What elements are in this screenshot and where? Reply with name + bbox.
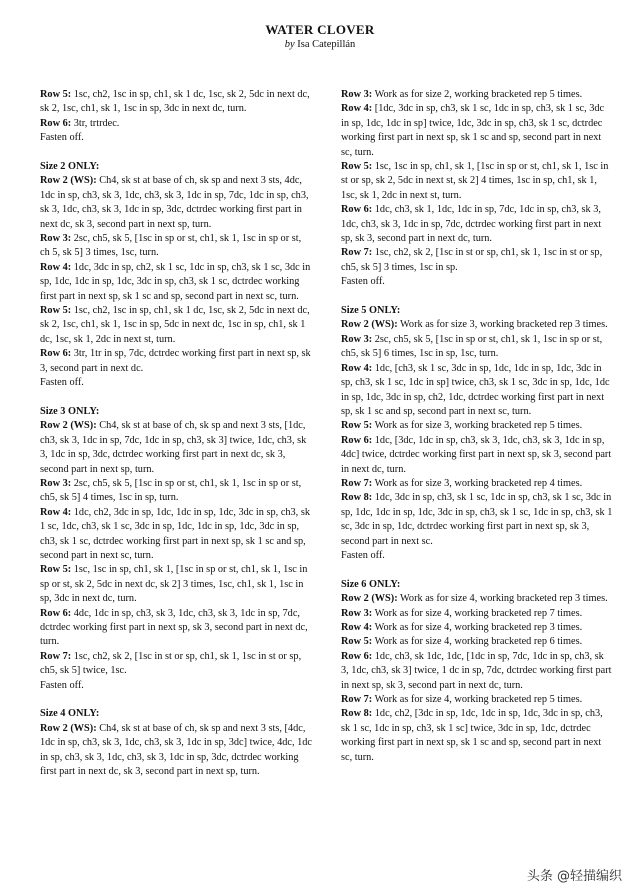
row-instruction xyxy=(40,679,312,693)
row-instruction xyxy=(341,607,613,621)
row-instruction xyxy=(341,477,613,491)
row-text: Fasten off. xyxy=(40,377,84,389)
size-section-heading: Size 3 ONLY: xyxy=(40,405,100,417)
row-label: Row 3: xyxy=(40,233,72,245)
instruction-block xyxy=(341,88,613,290)
row-instruction xyxy=(341,491,613,549)
row-label: Row 2 (WS): xyxy=(40,420,97,432)
page-header xyxy=(0,22,640,50)
row-text: 4dc, 1dc in sp, ch3, sk 3, 1dc, ch3, sk 3, 1dc in sp, 7dc, dctrdec working first part in next sp, sk 3, second part in next dc, turn. xyxy=(40,607,308,648)
row-instruction xyxy=(341,102,613,160)
row-label: Row 6: xyxy=(341,650,373,662)
row-instruction xyxy=(341,693,613,707)
pattern-title: WATER CLOVER xyxy=(265,22,375,37)
watermark: 头条 @轻描编织 xyxy=(526,869,622,884)
row-instruction xyxy=(341,419,613,433)
instruction-block xyxy=(341,304,613,563)
row-text: 1dc, ch3, sk 1dc, 1dc, [1dc in sp, 7dc, 1dc in sp, ch3, sk 3, 1dc, ch3, sk 3] twice, 1 dc in sp, 7dc, dctrdec working first part in next sp, sk 3, second part in next dc, turn. xyxy=(341,650,612,691)
row-text: Work as for size 2, working bracketed rep 5 times. xyxy=(374,89,583,100)
row-label: Row 5: xyxy=(40,564,72,576)
row-instruction xyxy=(341,592,613,606)
instruction-block xyxy=(341,578,613,765)
row-label: Row 2 (WS): xyxy=(341,593,398,605)
row-text: Work as for size 4, working bracketed rep 7 times. xyxy=(374,607,583,619)
row-instruction xyxy=(40,131,312,145)
row-label: Row 8: xyxy=(341,708,373,720)
row-text: Fasten off. xyxy=(341,549,385,561)
row-text: Work as for size 4, working bracketed rep 6 times. xyxy=(374,636,583,648)
row-text: 1dc, ch3, sk 1, 1dc, 1dc in sp, 7dc, 1dc in sp, ch3, sk 3, 1dc, ch3, sk 3, 1dc in sp, 7dc, dctrdec working first part in next sp, sk 3, second part in next dc, turn. xyxy=(341,204,602,245)
row-label: Row 4: xyxy=(40,506,72,518)
row-label: Row 5: xyxy=(341,636,373,648)
row-instruction xyxy=(40,117,312,131)
row-text: Ch4, sk st at base of ch, sk sp and next 3 sts, [4dc, 1dc in sp, ch3, sk 3, 1dc, ch3, sk 3, 1dc in sp, 3dc] twice, 4dc, 1dc in sp, ch3, sk 3, 1dc, ch3, sk 3, 1dc in sp, 3dc, dctrdec working first part in next dc, sk 3, second part in next sp, turn. xyxy=(40,722,312,778)
row-text: 2sc, ch5, sk 5, [1sc in sp or st, ch1, sk 1, 1sc in sp or st, ch5, sk 5] 6 times, 1sc in sp, 1sc, turn. xyxy=(341,333,603,360)
row-instruction xyxy=(341,246,613,275)
row-text: 1dc, ch2, 3dc in sp, 1dc, 1dc in sp, 1dc, 3dc in sp, ch3, sk 1 sc, 1dc, ch3, sk 1 sc, 3dc in sp, 1dc, 1dc in sp, 1dc, 3dc in sp, ch3, sk 1 sc, dctrdec working first part in next sp, sk 1 sc and sp, second part in next sc, turn. xyxy=(40,506,310,561)
row-text: 1sc, ch2, sk 2, [1sc in st or sp, ch1, sk 1, 1sc in st or sp, ch5, sk 5] 3 times, 1sc in sp. xyxy=(341,247,603,273)
byline-prefix: by xyxy=(284,39,295,50)
row-label: Row 3: xyxy=(341,89,373,100)
row-label: Row 7: xyxy=(341,477,373,489)
row-text: 1sc, ch2, 1sc in sp, ch1, sk 1 dc, 1sc, sk 2, 5dc in next dc, sk 2, 1sc, ch1, sk 1, 1sc in sp, 5dc in next dc, 1sc in sp, ch1, sk 1 dc, 1sc, sk 1, 2dc in next st, turn. xyxy=(40,305,310,345)
row-label: Row 3: xyxy=(40,477,72,489)
row-label: Row 6: xyxy=(40,607,72,619)
instruction-block xyxy=(40,707,312,779)
row-instruction xyxy=(341,88,613,102)
row-instruction xyxy=(341,621,613,635)
row-text: 2sc, ch5, sk 5, [1sc in sp or st, ch1, sk 1, 1sc in sp or st, ch 5, sk 5] 3 times, 1sc, turn. xyxy=(40,233,302,259)
row-text: 1sc, 1sc in sp, ch1, sk 1, [1sc in sp or st, ch1, sk 1, 1sc in sp or st, sk 2, 5dc in next dc, sk 2] 3 times, 1sc, ch1, sk 1, 1sc in sp, 3dc in next dc, turn. xyxy=(40,564,308,605)
row-text: Work as for size 4, working bracketed rep 3 times. xyxy=(400,593,608,605)
row-instruction xyxy=(40,174,312,232)
row-instruction xyxy=(341,549,613,563)
row-label: Row 5: xyxy=(40,89,72,100)
row-label: Row 8: xyxy=(341,492,373,504)
instruction-block xyxy=(40,405,312,693)
left-column xyxy=(40,88,312,794)
row-instruction xyxy=(341,275,613,289)
row-instruction xyxy=(40,304,312,347)
row-label: Row 4: xyxy=(341,103,373,115)
row-text: Fasten off. xyxy=(40,679,84,691)
row-instruction xyxy=(40,419,312,477)
row-label: Row 5: xyxy=(341,420,373,432)
size-section-heading: Size 4 ONLY: xyxy=(40,708,100,720)
row-label: Row 6: xyxy=(341,434,373,446)
row-text: Ch4, sk st at base of ch, sk sp and next 3 sts, 4dc, 1dc in sp, ch3, sk 3, 1dc, ch3, sk 3, 1dc in sp, 7dc, 1dc in sp, ch3, sk 3, 1dc, ch3, sk 3, 1dc in sp, 3dc, dctrdec working first part in next dc, sk 3, second part in next sp, turn. xyxy=(40,175,309,230)
row-instruction xyxy=(40,347,312,376)
row-instruction xyxy=(40,607,312,650)
row-label: Row 2 (WS): xyxy=(40,722,97,734)
row-text: 1dc, [ch3, sk 1 sc, 3dc in sp, 1dc, 1dc in sp, 1dc, 3dc in sp, ch3, sk 1 sc, 1dc in sp] twice, ch3, sk 1 sc, 3dc in sp, 1dc, 1dc in sp, 1dc, 3dc in sp, ch2, 1dc, dctrdec working first part in next sp, sk 1 sc and sp, second part in next sc, turn. xyxy=(341,362,610,417)
row-label: Row 2 (WS): xyxy=(40,175,97,187)
row-text: 3tr, trtrdec. xyxy=(73,117,120,129)
row-label: Row 4: xyxy=(341,362,373,374)
row-text: 1sc, ch2, 1sc in sp, ch1, sk 1 dc, 1sc, sk 2, 5dc in next dc, sk 2, 1sc, ch1, sk 1, 1sc in sp, 3dc in next dc, turn. xyxy=(40,89,310,115)
row-label: Row 3: xyxy=(341,333,373,345)
row-instruction xyxy=(341,434,613,477)
row-instruction xyxy=(341,650,613,693)
row-text: Fasten off. xyxy=(40,132,84,144)
size-section-heading: Size 6 ONLY: xyxy=(341,578,401,590)
row-text: Work as for size 4, working bracketed rep 3 times. xyxy=(374,622,583,633)
row-text: 1dc, 3dc in sp, ch3, sk 1 sc, 1dc in sp, ch3, sk 1 sc, 3dc in sp, 1dc, 1dc in sp, 1dc, 3dc in sp, ch3, sk 1 sc, 1dc in sp, ch3, sk 1 sc, 3dc in sp, 1dc, dctrdec working first part in next sp, sk 3, second part in next sc. xyxy=(341,492,613,547)
row-instruction xyxy=(40,261,312,304)
row-text: 1dc, 3dc in sp, ch2, sk 1 sc, 1dc in sp, ch3, sk 1 sc, 3dc in sp, 1dc, 1dc in sp, 1dc, 3dc in sp, ch3, sk 1 sc, dctrdec working first part in next sp, sk 1 sc and sp, second part in next sc, turn. xyxy=(40,261,311,302)
row-label: Row 4: xyxy=(341,622,373,633)
row-instruction xyxy=(40,506,312,564)
row-label: Row 2 (WS): xyxy=(341,319,398,331)
row-label: Row 7: xyxy=(40,650,72,662)
row-instruction xyxy=(40,650,312,679)
row-text: 1sc, 1sc in sp, ch1, sk 1, [1sc in sp or st, ch1, sk 1, 1sc in st or sp, sk 2, 5dc in next st, sk 2] 4 times, 1sc in sp, ch1, sk 1, 1sc, sk 1, 2dc in next st, turn. xyxy=(341,161,609,201)
size-section-heading: Size 2 ONLY: xyxy=(40,161,100,173)
author-name: Isa Catepillán xyxy=(297,39,356,50)
row-instruction xyxy=(341,333,613,362)
row-label: Row 4: xyxy=(40,261,72,273)
row-text: Fasten off. xyxy=(341,276,385,288)
row-label: Row 6: xyxy=(40,117,72,129)
row-text: 1sc, ch2, sk 2, [1sc in st or sp, ch1, sk 1, 1sc in st or sp, ch5, sk 5] twice, 1sc. xyxy=(40,650,302,677)
row-instruction xyxy=(341,707,613,765)
row-instruction xyxy=(341,635,613,649)
row-instruction xyxy=(40,88,312,117)
row-instruction xyxy=(341,362,613,420)
row-text: 1dc, ch2, [3dc in sp, 1dc, 1dc in sp, 1dc, 3dc in sp, ch3, sk 1 sc, 1dc in sp, ch3, sk 1 sc] twice, 3dc in sp, 1dc, dctrdec working first part in next sp, sk 1 sc and sp, second part in next sc, turn. xyxy=(341,708,603,763)
row-text: Work as for size 4, working bracketed rep 5 times. xyxy=(374,694,583,706)
row-instruction xyxy=(341,203,613,246)
right-column xyxy=(341,88,613,779)
row-label: Row 7: xyxy=(341,694,373,706)
row-label: Row 7: xyxy=(341,247,373,259)
row-label: Row 6: xyxy=(40,348,72,360)
row-instruction xyxy=(40,232,312,261)
row-text: 2sc, ch5, sk 5, [1sc in sp or st, ch1, sk 1, 1sc in sp or st, ch5, sk 5] 4 times, 1sc in sp, turn. xyxy=(40,477,302,504)
byline xyxy=(0,39,640,50)
row-text: 1dc, [3dc, 1dc in sp, ch3, sk 3, 1dc, ch3, sk 3, 1dc in sp, 4dc] twice, dctrdec working first part in next sp, sk 3, second part in next dc, turn. xyxy=(341,434,612,475)
row-instruction xyxy=(40,477,312,506)
size-section-heading: Size 5 ONLY: xyxy=(341,305,401,317)
row-instruction xyxy=(341,318,613,332)
row-text: Work as for size 3, working bracketed rep 3 times. xyxy=(400,319,608,331)
row-instruction xyxy=(40,563,312,606)
row-instruction xyxy=(40,722,312,780)
instruction-block xyxy=(40,160,312,391)
row-label: Row 3: xyxy=(341,607,373,619)
row-label: Row 6: xyxy=(341,204,373,216)
row-label: Row 5: xyxy=(40,305,72,317)
row-text: Work as for size 3, working bracketed rep 4 times. xyxy=(374,477,583,489)
row-text: Work as for size 3, working bracketed rep 5 times. xyxy=(374,420,583,432)
instruction-block xyxy=(40,88,312,146)
row-text: 3tr, 1tr in sp, 7dc, dctrdec working first part in next sp, sk 3, second part in next dc. xyxy=(40,348,311,374)
row-instruction xyxy=(341,160,613,203)
row-text: [1dc, 3dc in sp, ch3, sk 1 sc, 1dc in sp, ch3, sk 1 sc, 3dc in sp, 1dc, 1dc in sp] twice, 1dc, 3dc in sp, ch3, sk 1 sc, dctrdec working first part in next sp, sk 1 sc and sp, second part in next sc, turn. xyxy=(341,103,605,158)
row-label: Row 5: xyxy=(341,161,373,173)
row-instruction xyxy=(40,376,312,390)
row-text: Ch4, sk st at base of ch, sk sp and next 3 sts, [1dc, ch3, sk 3, 1dc in sp, 7dc, 1dc in sp, ch3, sk 3] twice, 1dc, ch3, sk 3, 1dc in sp, 3dc, dctrdec working first part in next dc, sk 3, second part in next sp, turn. xyxy=(40,420,307,475)
